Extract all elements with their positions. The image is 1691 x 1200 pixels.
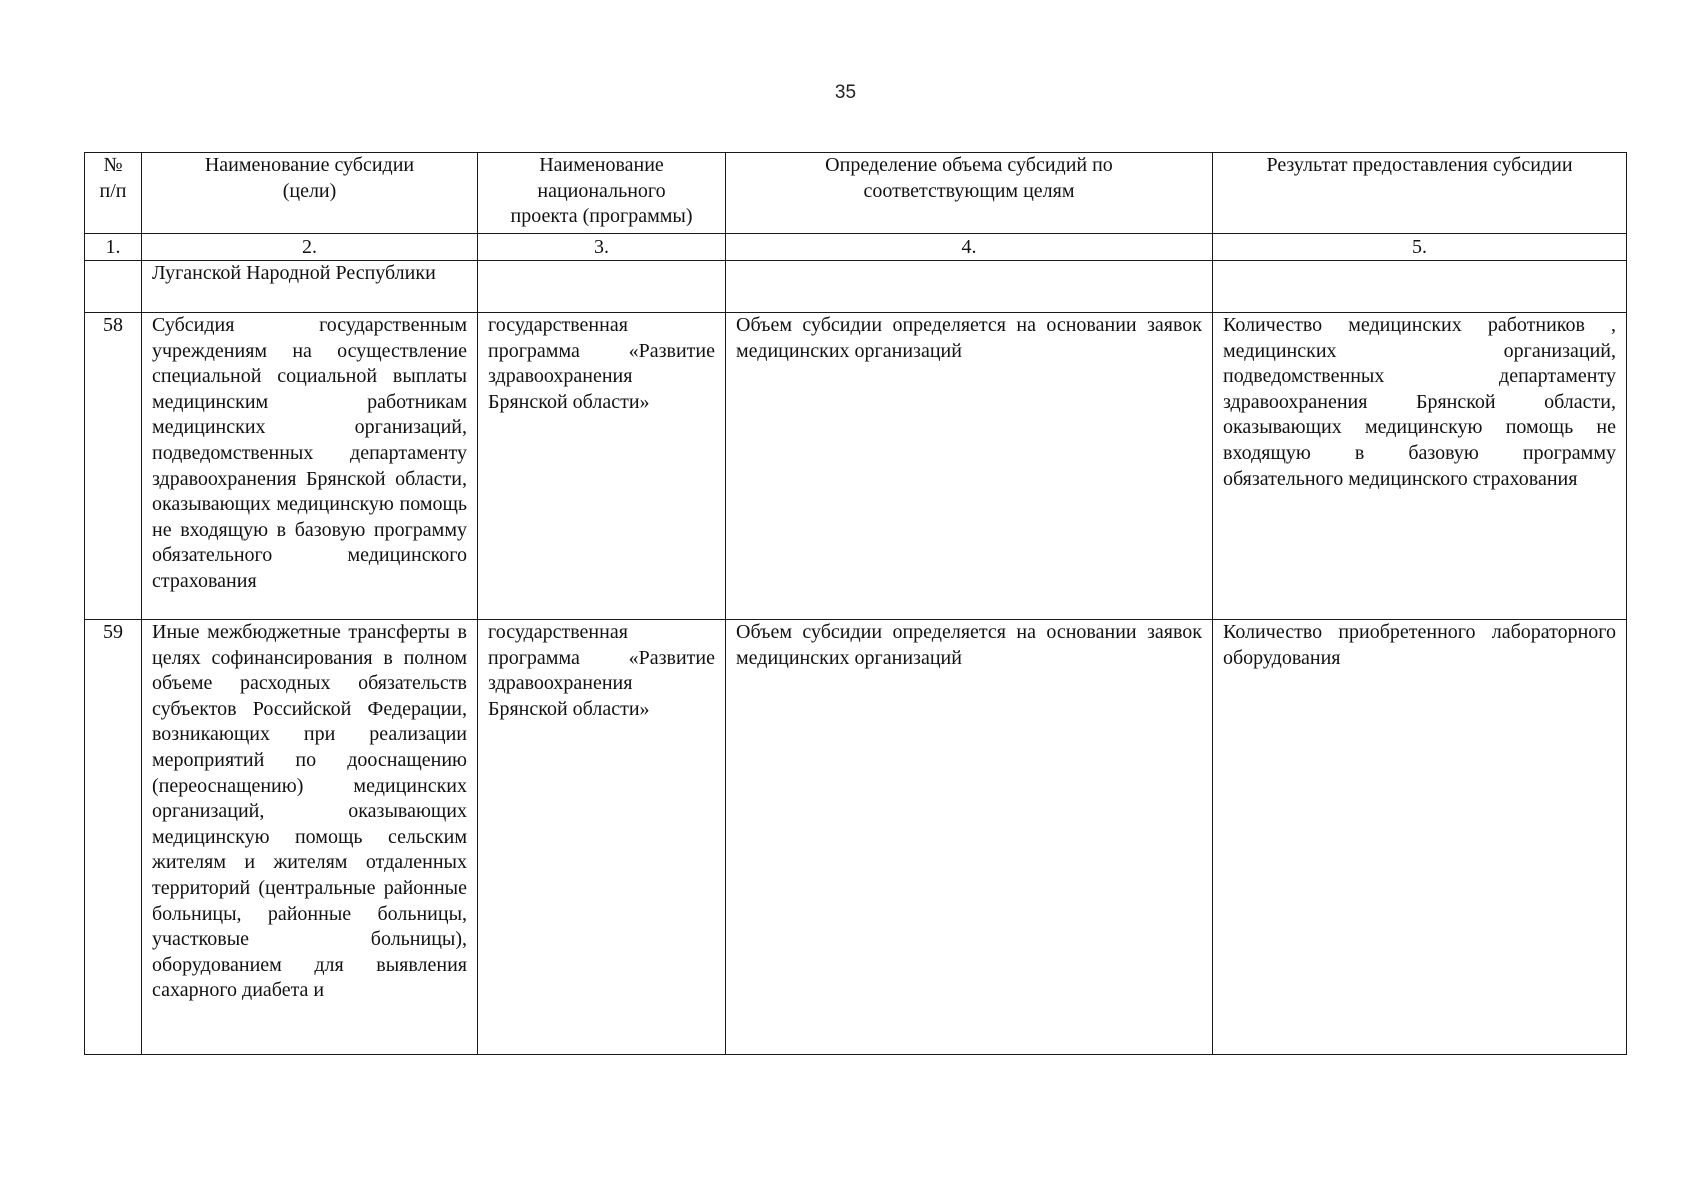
- header-index-line: п/п: [99, 179, 127, 202]
- row-result: [1213, 261, 1627, 313]
- header-result: [1213, 153, 1627, 234]
- table-row: [85, 620, 1627, 1055]
- row-subsidy-name: Субсидия государственным учреждениям на осуществление специальной социальной выплаты медицинским работникам медицинских организаций, подведомственных департаменту здравоохранения Брянской области, оказывающих медицинскую помощь не входящую в базовую программу обязательного медицинского страхования: [142, 313, 478, 620]
- header-national-project-line: национального: [537, 179, 666, 202]
- column-number: 1.: [85, 234, 142, 261]
- column-number: 3.: [478, 234, 726, 261]
- column-number-row: [85, 234, 1627, 261]
- column-number: 4.: [726, 234, 1213, 261]
- table-header-row: [85, 153, 1627, 234]
- row-volume-definition: Объем субсидии определяется на основании заявок медицинских организаций: [726, 313, 1213, 620]
- column-number: 5.: [1213, 234, 1627, 261]
- row-index: 58: [85, 313, 142, 620]
- header-subsidy-name-line: (цели): [282, 179, 337, 202]
- header-index: [85, 153, 142, 234]
- row-volume-definition: [726, 261, 1213, 313]
- subsidy-table: [84, 152, 1627, 1055]
- row-national-project: государственная программа «Развитие здравоохранения Брянской области»: [478, 620, 726, 1055]
- row-result: Количество медицинских работников , медицинских организаций, подведомственных департаменту здравоохранения Брянской области, оказывающих медицинскую помощь не входящую в базовую программу обязательного медицинского страхования: [1213, 313, 1627, 620]
- header-volume-definition: [726, 153, 1213, 234]
- header-national-project-line: проекта (программы): [510, 205, 693, 228]
- row-index: 59: [85, 620, 142, 1055]
- row-result: Количество приобретенного лабораторного оборудования: [1213, 620, 1627, 1055]
- header-subsidy-name-line: Наименование субсидии: [204, 154, 415, 176]
- table-row: [85, 313, 1627, 620]
- header-volume-definition-line: соответствующим целям: [863, 179, 1075, 202]
- page-number: 35: [834, 82, 857, 103]
- row-national-project: [478, 261, 726, 313]
- header-volume-definition-line: Определение объема субсидий по: [825, 154, 1113, 176]
- header-national-project: [478, 153, 726, 234]
- header-result-line: Результат предоставления субсидии: [1266, 154, 1573, 176]
- row-subsidy-name-text: Иные межбюджетные трансферты в целях софинансирования в полном объеме расходных обязательств субъектов Российской Федерации, возникающих при реализации мероприятий по дооснащению (переоснащению) медицинских организаций, оказывающих медицинскую помощь сельским жителям и жителям отдаленных территорий (центральные районные больницы, районные больницы, участковые больницы), оборудованием для выявления сахарного диабета и: [152, 621, 467, 1002]
- row-national-project: государственная программа «Развитие здравоохранения Брянской области»: [478, 313, 726, 620]
- column-number: 2.: [142, 234, 478, 261]
- row-volume-definition: Объем субсидии определяется на основании заявок медицинских организаций: [726, 620, 1213, 1055]
- table-row: [85, 261, 1627, 313]
- row-index: [85, 261, 142, 313]
- header-national-project-line: Наименование: [539, 154, 664, 176]
- row-subsidy-name: [142, 620, 478, 1055]
- header-subsidy-name: [142, 153, 478, 234]
- row-subsidy-name: Луганской Народной Республики: [142, 261, 478, 313]
- header-index-line: №: [103, 154, 123, 176]
